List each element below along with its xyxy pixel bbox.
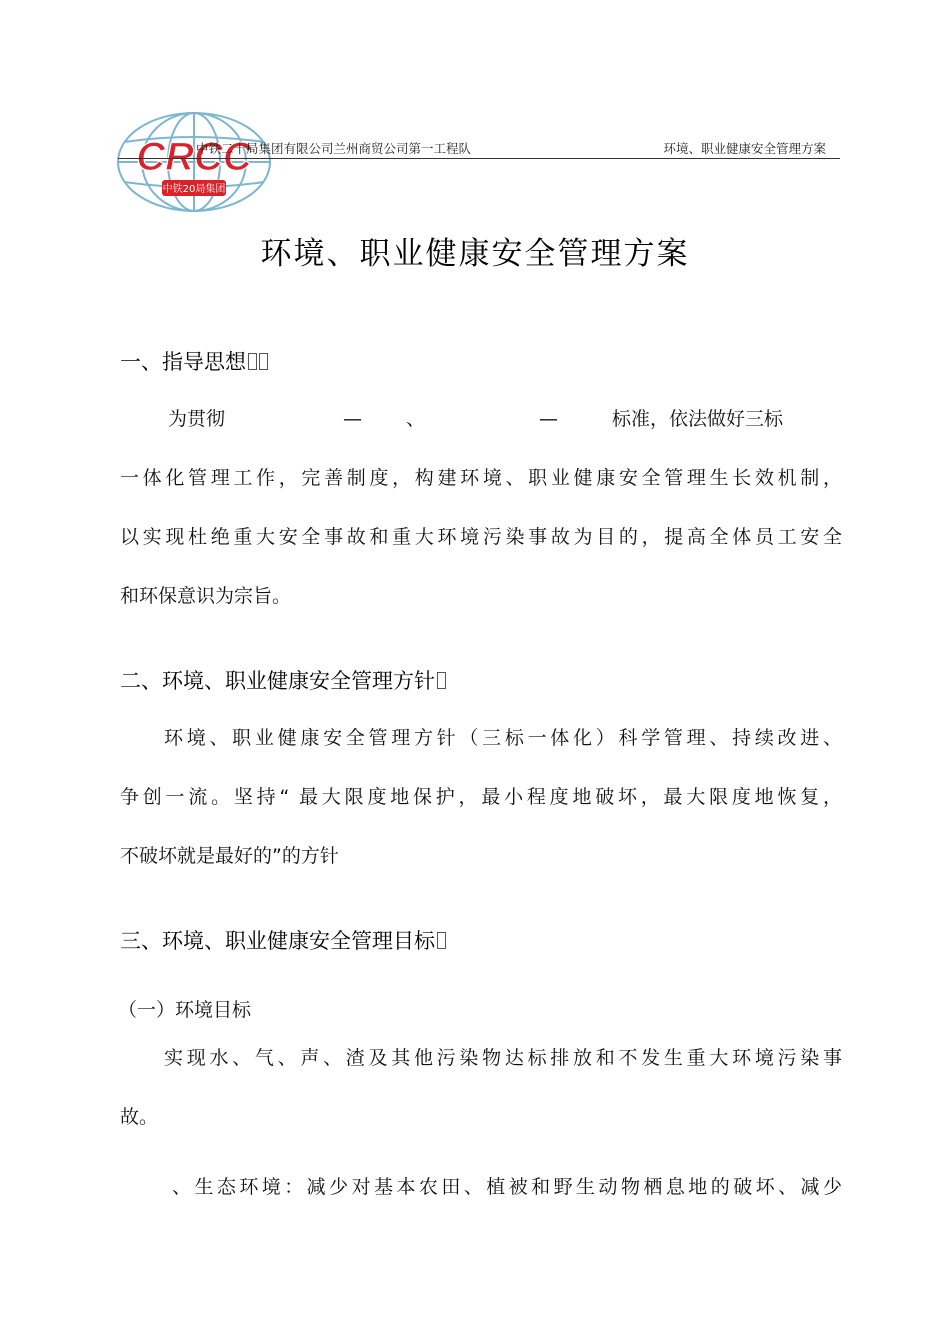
paragraph-line: 不破坏就是最好的”的方针	[120, 845, 339, 867]
header-divider	[118, 158, 840, 159]
header-doc-title: 环境、职业健康安全管理方案	[663, 141, 826, 156]
paragraph-line: 实现水、气、声、渣及其他污染物达标排放和不发生重大环境污染事	[164, 1047, 842, 1069]
section-heading: 二、环境、职业健康安全管理方针	[120, 665, 446, 695]
text-fragment: —	[539, 408, 559, 430]
header-company: 中铁二十局集团有限公司兰州商贸公司第一工程队	[196, 141, 472, 156]
document-title: 环境、职业健康安全管理方案	[260, 236, 690, 272]
section-heading: 三、环境、职业健康安全管理目标	[120, 925, 446, 955]
paragraph-line: 争创一流。坚持“ 最大限度地保护，最小程度地破坏，最大限度地恢复，	[120, 786, 842, 808]
missing-glyph-icon	[259, 353, 268, 370]
section-heading: 一、指导思想	[120, 346, 268, 376]
paragraph-line: 以实现杜绝重大安全事故和重大环境污染事故为目的，提高全体员工安全	[120, 526, 842, 548]
paragraph-line: 、生态环境：减少对基本农田、植被和野生动物栖息地的破坏、减少	[172, 1176, 842, 1198]
paragraph-line: 故。	[120, 1106, 159, 1128]
missing-glyph-icon	[248, 353, 257, 370]
logo-subtext: 中铁20局集团	[162, 184, 226, 195]
paragraph-line	[120, 404, 842, 431]
paragraph-line: 一体化管理工作，完善制度，构建环境、职业健康安全管理生长效机制，	[120, 467, 842, 489]
text-fragment: 标准，依法做好三标	[612, 408, 784, 430]
paragraph-line: 和环保意识为宗旨。	[120, 585, 292, 607]
text-fragment: —	[343, 408, 363, 430]
missing-glyph-icon	[437, 672, 446, 689]
crcc-logo	[114, 110, 274, 214]
subsection-heading: （一）环境目标	[118, 999, 252, 1021]
missing-glyph-icon	[437, 932, 446, 949]
paragraph-line: 环境、职业健康安全管理方针（三标一体化）科学管理、持续改进、	[164, 727, 842, 749]
text-fragment: 为贯彻	[168, 408, 226, 430]
logo-wordmark: CRCC	[136, 135, 252, 179]
text-fragment: 、	[406, 408, 426, 430]
